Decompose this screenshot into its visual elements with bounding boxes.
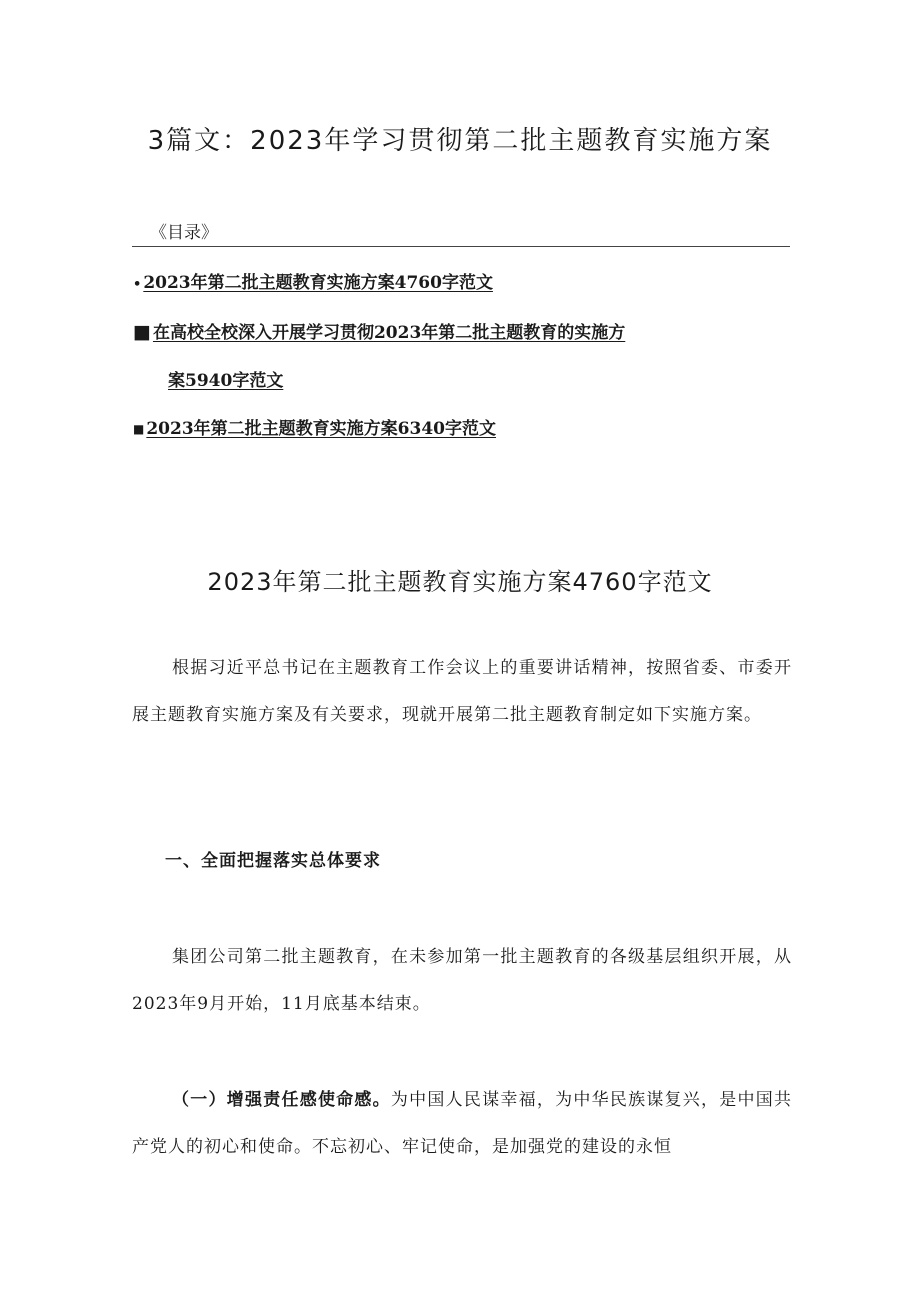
bullet-square-icon: ■ — [133, 321, 151, 343]
paragraph-3 — [132, 1077, 792, 1171]
document-title: 3篇文：2023年学习贯彻第二批主题教育实施方案 — [147, 126, 773, 156]
toc-item-3-link[interactable]: 2023年第二批主题教育实施方案6340字范文 — [146, 419, 496, 439]
toc-item-1-link[interactable]: 2023年第二批主题教育实施方案4760字范文 — [143, 273, 493, 293]
section-title: 2023年第二批主题教育实施方案4760字范文 — [207, 568, 713, 596]
bullet-square-small-icon: ■ — [133, 422, 145, 436]
paragraph-2: 集团公司第二批主题教育，在未参加第一批主题教育的各级基层组织开展，从2023年9月开始，11月底基本结束。 — [132, 947, 792, 1014]
intro-paragraph: 根据习近平总书记在主题教育工作会议上的重要讲话精神，按照省委、市委开展主题教育实施方案及有关要求，现就开展第二批主题教育制定如下实施方案。 — [132, 658, 792, 725]
toc-item-2-continued[interactable] — [168, 366, 283, 391]
toc-item-3[interactable] — [133, 414, 496, 439]
toc-item-2-link[interactable]: 在高校全校深入开展学习贯彻2023年第二批主题教育的实施方 — [152, 323, 626, 343]
paragraph-3-body: 为中国人民谋幸福，为中华民族谋复兴，是中国共产党人的初心和使命。不忘初心、牢记使命，是加强党的建设的永恒 — [132, 1090, 793, 1157]
bullet-dot-icon: • — [133, 277, 142, 292]
toc-item-1[interactable] — [133, 268, 493, 293]
toc-heading: 《目录》 — [150, 223, 218, 243]
section-heading-1: 一、全面把握落实总体要求 — [165, 851, 381, 871]
toc-item-2[interactable] — [133, 318, 625, 343]
paragraph-3-lead: （一）增强责任感使命感。 — [172, 1090, 391, 1110]
toc-item-2-link-continued[interactable]: 案5940字范文 — [168, 371, 284, 391]
toc-divider — [132, 246, 790, 247]
